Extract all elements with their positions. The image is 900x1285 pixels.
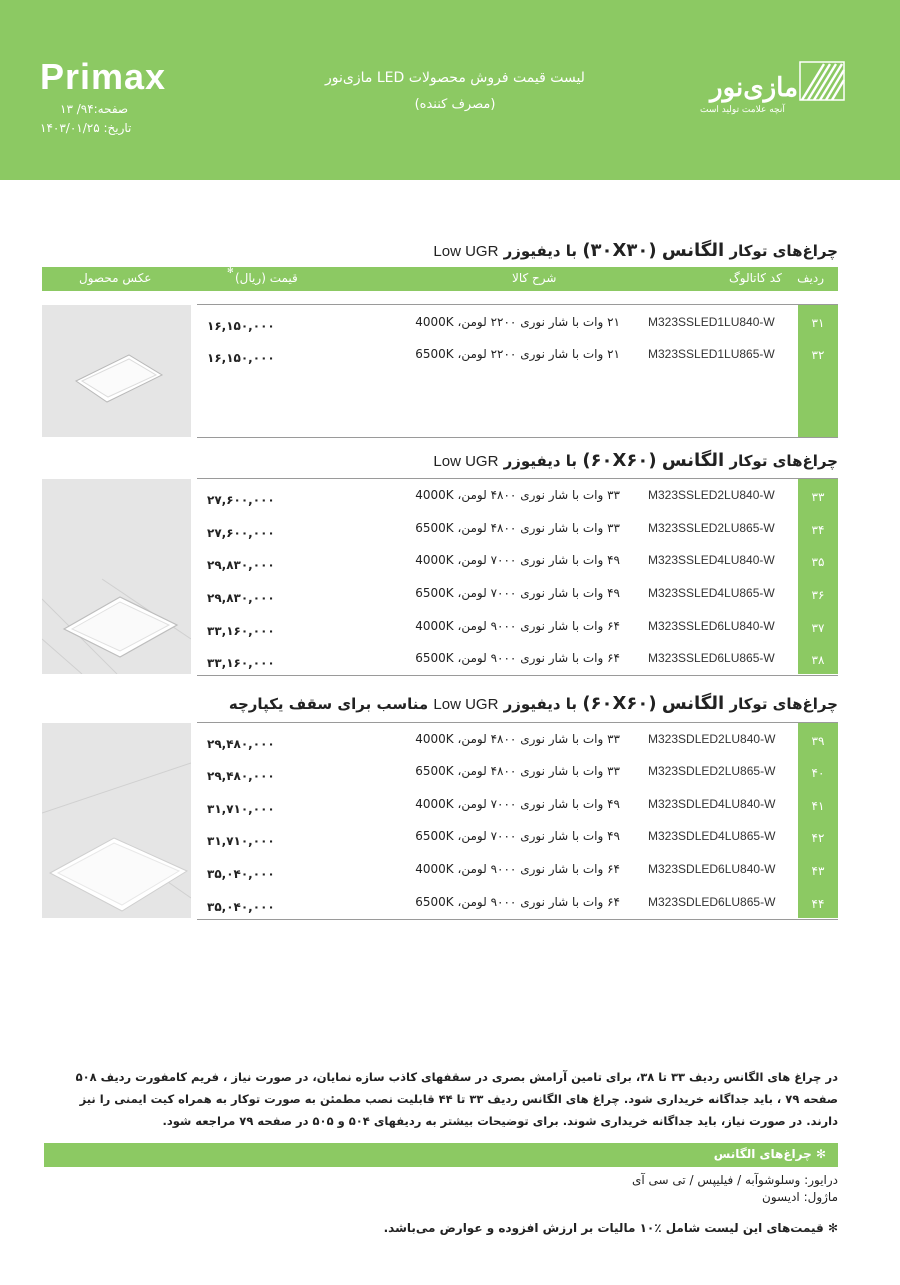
product-description: ۴۹ وات با شار نوری ۷۰۰۰ لومن، 4000K	[415, 553, 620, 567]
row-number: ۴۳	[811, 864, 825, 878]
section-title-prefix: چراغ‌های توکار	[729, 695, 838, 713]
column-header-row: ردیف	[797, 271, 824, 285]
row-number: ۳۵	[811, 555, 825, 569]
column-header-price-label: قیمت (ریال)	[235, 271, 298, 285]
page-header	[0, 0, 900, 180]
section-title-size: (۶۰X۶۰)	[582, 693, 657, 714]
catalog-code: M323SSLED4LU840-W	[648, 553, 775, 567]
product-description: ۳۳ وات با شار نوری ۴۸۰۰ لومن، 6500K	[415, 521, 620, 535]
catalog-code: M323SSLED1LU865-W	[648, 347, 775, 361]
row-number: ۳۴	[811, 523, 825, 537]
footnote-text: در چراغ های الگانس ردیف ۳۳ تا ۳۸، برای تامین آرامش بصری در سقفهای کاذب سازه نمایان، در صورت نیاز ، فریم کامفورت ردیف ۵۰۸ صفحه ۷۹ ، باید جداگانه خریداری شود. چراغ های الگانس ردیف ۳۳ تا ۴۴ قابلیت نصب مطمئن به صورت توکار به همراه کیت ایمنی را نیز دارند. در صورت نیاز، باید جداگانه خریداری شوند. برای توضیحات بیشتر به ردیفهای ۵۰۴ و ۵۰۵ در صفحه ۷۹ مراجعه شود.	[75, 1070, 838, 1128]
asterisk-icon: ✻	[811, 1147, 826, 1161]
price-value: ۲۷,۶۰۰,۰۰۰	[207, 493, 275, 507]
product-description: ۲۱ وات با شار نوری ۲۲۰۰ لومن، 6500K	[415, 347, 620, 361]
asterisk-icon: ✻	[227, 266, 234, 275]
tax-note	[384, 1221, 838, 1235]
section-title-ugr: Low UGR	[433, 453, 499, 470]
price-value: ۲۹,۴۸۰,۰۰۰	[207, 769, 275, 783]
row-number: ۳۷	[811, 621, 825, 635]
column-header-description: شرح کالا	[512, 271, 557, 285]
price-value: ۳۱,۷۱۰,۰۰۰	[207, 834, 275, 848]
section-title-mid: با دیفیوزر	[503, 695, 578, 713]
price-value: ۱۶,۱۵۰,۰۰۰	[207, 319, 275, 333]
logo-wordmark: مازی‌نور	[710, 73, 798, 103]
catalog-code: M323SDLED6LU840-W	[648, 862, 776, 876]
product-description: ۶۴ وات با شار نوری ۹۰۰۰ لومن، 6500K	[415, 651, 620, 665]
notes-bar-title	[714, 1147, 826, 1161]
row-number: ۳۸	[811, 653, 825, 667]
product-description: ۴۹ وات با شار نوری ۷۰۰۰ لومن، 6500K	[415, 586, 620, 600]
table-row	[0, 895, 900, 927]
document-date: تاریخ: ۱۴۰۳/۰۱/۲۵	[40, 121, 132, 135]
row-number: ۴۰	[811, 766, 825, 780]
product-description: ۳۳ وات با شار نوری ۴۸۰۰ لومن، 4000K	[415, 732, 620, 746]
section-title-name: الگانس	[661, 450, 725, 471]
table-row	[0, 586, 900, 618]
asterisk-icon: ✻	[823, 1221, 838, 1235]
document-title: لیست قیمت فروش محصولات LED مازی‌نور	[325, 70, 585, 86]
notes-bar	[44, 1143, 838, 1167]
tax-note-text: قیمت‌های این لیست شامل ٪۱۰ مالیات بر ارزش افزوده و عوارض می‌باشد.	[383, 1221, 824, 1235]
price-value: ۲۹,۴۸۰,۰۰۰	[207, 737, 275, 751]
table-row	[0, 488, 900, 520]
price-value: ۳۵,۰۴۰,۰۰۰	[207, 900, 275, 914]
table-row	[0, 347, 900, 379]
catalog-code: M323SDLED2LU865-W	[648, 764, 776, 778]
table-row	[0, 521, 900, 553]
maziar-logo-icon	[696, 60, 846, 130]
section-title	[433, 240, 838, 261]
section-title-name: الگانس	[661, 240, 725, 261]
table-row	[0, 553, 900, 585]
product-description: ۶۴ وات با شار نوری ۹۰۰۰ لومن، 4000K	[415, 619, 620, 633]
table-header	[42, 267, 838, 291]
catalog-code: M323SDLED4LU840-W	[648, 797, 776, 811]
section-title-mid: با دیفیوزر	[503, 242, 578, 260]
page-number: صفحه:۹۴/ ۱۳	[60, 102, 129, 116]
table-row	[0, 764, 900, 796]
driver-note: درایور: وسلوشوآبه / فیلیپس / تی سی آی	[631, 1173, 838, 1187]
row-number: ۳۱	[811, 316, 825, 330]
product-description: ۴۹ وات با شار نوری ۷۰۰۰ لومن، 4000K	[415, 797, 620, 811]
catalog-code: M323SDLED4LU865-W	[648, 829, 776, 843]
product-description: ۳۳ وات با شار نوری ۴۸۰۰ لومن، 6500K	[415, 764, 620, 778]
row-number: ۳۳	[811, 490, 825, 504]
catalog-code: M323SSLED1LU840-W	[648, 315, 775, 329]
table-row	[0, 829, 900, 861]
price-value: ۳۵,۰۴۰,۰۰۰	[207, 867, 275, 881]
row-number: ۳۲	[811, 348, 825, 362]
catalog-code: M323SDLED2LU840-W	[648, 732, 776, 746]
section-title-prefix: چراغ‌های توکار	[729, 452, 838, 470]
product-description: ۶۴ وات با شار نوری ۹۰۰۰ لومن، 4000K	[415, 862, 620, 876]
section-title-mid: با دیفیوزر	[503, 452, 578, 470]
brand-name: Primax	[40, 56, 167, 97]
price-value: ۲۹,۸۳۰,۰۰۰	[207, 558, 275, 572]
table-row	[0, 732, 900, 764]
logo-tagline: آنچه علامت تولید است	[700, 105, 785, 115]
catalog-code: M323SSLED2LU865-W	[648, 521, 775, 535]
row-number: ۳۶	[811, 588, 825, 602]
price-value: ۳۳,۱۶۰,۰۰۰	[207, 656, 275, 670]
catalog-code: M323SSLED4LU865-W	[648, 586, 775, 600]
section-title	[433, 450, 838, 471]
notes-bar-label: چراغ‌های الگانس	[713, 1147, 812, 1161]
price-value: ۲۹,۸۳۰,۰۰۰	[207, 591, 275, 605]
row-number: ۴۴	[811, 897, 825, 911]
column-header-price	[227, 266, 298, 285]
catalog-code: M323SSLED6LU865-W	[648, 651, 775, 665]
product-description: ۴۹ وات با شار نوری ۷۰۰۰ لومن، 6500K	[415, 829, 620, 843]
row-number: ۳۹	[811, 734, 825, 748]
module-note: ماژول: ادیسون	[762, 1190, 838, 1204]
price-value: ۱۶,۱۵۰,۰۰۰	[207, 351, 275, 365]
table-row	[0, 797, 900, 829]
product-description: ۶۴ وات با شار نوری ۹۰۰۰ لومن، 6500K	[415, 895, 620, 909]
section-title-prefix: چراغ‌های توکار	[729, 242, 838, 260]
catalog-code: M323SDLED6LU865-W	[648, 895, 776, 909]
section-title	[229, 693, 838, 714]
catalog-code: M323SSLED6LU840-W	[648, 619, 775, 633]
section-title-suffix: مناسب برای سقف یکپارچه	[228, 695, 429, 713]
column-header-photo: عکس محصول	[79, 271, 152, 285]
catalog-code: M323SSLED2LU840-W	[648, 488, 775, 502]
table-row	[0, 619, 900, 651]
table-row	[0, 315, 900, 347]
section-title-size: (۶۰X۶۰)	[582, 450, 657, 471]
section-title-size: (۳۰X۳۰)	[582, 240, 657, 261]
section-title-name: الگانس	[661, 693, 725, 714]
section-top-rule	[197, 478, 838, 479]
price-value: ۳۳,۱۶۰,۰۰۰	[207, 624, 275, 638]
product-description: ۳۳ وات با شار نوری ۴۸۰۰ لومن، 4000K	[415, 488, 620, 502]
row-number: ۴۱	[811, 799, 825, 813]
section-title-ugr: Low UGR	[433, 243, 499, 260]
section-top-rule	[197, 304, 838, 305]
row-number: ۴۲	[811, 831, 825, 845]
product-description: ۲۱ وات با شار نوری ۲۲۰۰ لومن، 4000K	[415, 315, 620, 329]
table-row	[0, 862, 900, 894]
section-title-ugr: Low UGR	[433, 696, 499, 713]
section-bottom-rule	[197, 437, 838, 438]
column-header-catalog-code: کد کاتالوگ	[729, 271, 782, 285]
document-subtitle: (مصرف کننده)	[414, 97, 496, 112]
section-top-rule	[197, 722, 838, 723]
price-value: ۲۷,۶۰۰,۰۰۰	[207, 526, 275, 540]
price-value: ۳۱,۷۱۰,۰۰۰	[207, 802, 275, 816]
table-row	[0, 651, 900, 683]
